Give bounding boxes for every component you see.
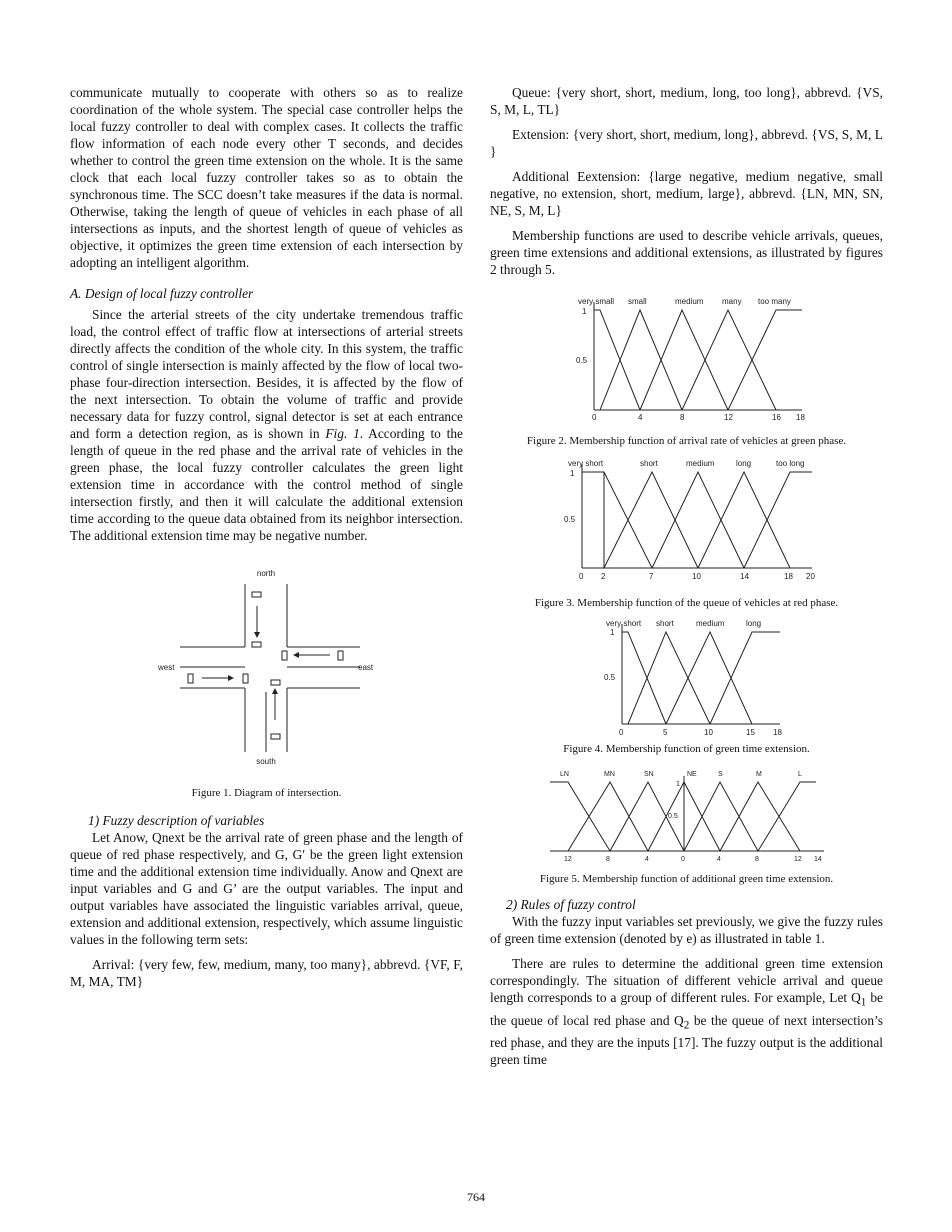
x-tick-label: 4 [645, 856, 649, 863]
y-tick-label: 0.5 [576, 356, 588, 365]
paragraph: With the fuzzy input variables set previously, we give the fuzzy rules of green time extension (denoted by e) as illustrated in table 1. [490, 914, 883, 946]
x-tick-label: 12 [724, 413, 733, 422]
curve-label: long [746, 619, 762, 628]
curve-label: many [722, 297, 742, 306]
x-tick-label: 18 [773, 728, 782, 736]
intersection-diagram [70, 562, 463, 772]
subscript: 1 [860, 996, 867, 1009]
membership-chart-queue [490, 454, 883, 584]
paragraph: Arrival: {very few, few, medium, many, too many}, abbrevd. {VF, F, M, MA, TM} [70, 957, 463, 989]
page-number: 764 [467, 1190, 485, 1204]
curve-label: NE [687, 771, 697, 778]
paragraph: Additional Eextension: {large negative, medium negative, small negative, no extension, short, medium, large}, abbrevd. {LN, MN, SN, NE, S, M, L} [490, 169, 883, 218]
y-tick-label: 1 [582, 307, 587, 316]
figure-caption: Figure 1. Diagram of intersection. [191, 787, 342, 799]
curve-label: L [798, 771, 802, 778]
y-tick-label: 0.5 [564, 515, 576, 524]
curve-label: S [718, 771, 723, 778]
y-tick-label: 1 [570, 469, 575, 478]
figure-caption: Figure 2. Membership function of arrival rate of vehicles at green phase. [526, 435, 847, 447]
curve-label: medium [696, 619, 725, 628]
curve-label: very short [606, 619, 642, 628]
membership-chart-arrival [490, 292, 883, 422]
x-tick-label: 18 [796, 413, 805, 422]
x-tick-label: 0 [681, 856, 685, 863]
curve-label: very small [578, 297, 615, 306]
x-tick-label: 15 [746, 728, 755, 736]
x-tick-label: 10 [692, 572, 701, 581]
curve-label: long [736, 459, 752, 468]
paragraph-text: There are rules to determine the additional green time extension correspondingly. The situation of different vehicle arrival and queue length corresponds to a group of different rules. For example, Let Q [490, 956, 883, 1005]
curve-label: M [756, 771, 762, 778]
paragraph: communicate mutually to cooperate with others so as to realize coordination of the whole system. The special case controller helps the local fuzzy controller to deal with complex cases. It collects the traffic flow information of each node every other T seconds, and decides whether to control the green time extension on the whole. It is the same clock that each local fuzzy controller takes so as to obtain the synchronous time. The SCC doesn’t take measures if the data is normal. Otherwise, taking the length of queue of vehicles in each phase of all intersections as inputs, and the shortest length of queue of vehicles as objective, it optimizes the green time extension of each intersection by adopting an intelligent algorithm. [70, 85, 463, 270]
left-column [70, 84, 463, 998]
x-tick-label: 7 [649, 572, 654, 581]
paragraph [490, 955, 883, 1068]
x-tick-label: 8 [680, 413, 685, 422]
figure-caption: Figure 4. Membership function of green time extension. [563, 743, 810, 755]
paragraph: Membership functions are used to describe vehicle arrivals, queues, green time extensions and additional extensions, as illustrated by figures 2 through 5. [490, 228, 883, 277]
paragraph-text: be the queue of local red phase and Q [490, 990, 883, 1028]
x-tick-label: 2 [601, 572, 606, 581]
x-tick-label: 4 [717, 856, 721, 863]
x-tick-label: 0 [579, 572, 584, 581]
membership-chart-extension [490, 616, 883, 736]
curve-label: SN [644, 771, 654, 778]
section-heading: A. Design of local fuzzy controller [70, 286, 254, 301]
paragraph: Let Anow, Qnext be the arrival rate of green phase and the length of queue of red phase respectively, and G, G′ be the green light extension time and the additional extension time individually. Anow and Qnext are input variables and G and G’ are the output variables. The input and output variables have associated the linguistic variables arrival, queue, extension and additional extension, respectively, which assume linguistic values in the following term sets: [70, 830, 463, 947]
x-tick-label: 8 [755, 856, 759, 863]
figure-caption: Figure 3. Membership function of the queue of vehicles at red phase. [534, 597, 839, 609]
west-label: west [158, 663, 175, 672]
x-tick-label: 10 [704, 728, 713, 736]
south-label: south [256, 757, 276, 766]
subsection-heading: 2) Rules of fuzzy control [506, 897, 636, 912]
x-tick-label: 18 [784, 572, 793, 581]
curve-label: short [640, 459, 658, 468]
x-tick-label: 12 [564, 856, 572, 863]
east-label: east [358, 663, 374, 672]
x-tick-label: 12 [794, 856, 802, 863]
curve-label: small [628, 297, 647, 306]
figure-reference: Fig. 1 [325, 426, 360, 441]
x-tick-label: 16 [772, 413, 781, 422]
curve-label: very short [568, 459, 604, 468]
y-tick-label: 0.5 [668, 813, 678, 820]
membership-chart-additional-extension [490, 764, 883, 864]
y-tick-label: 1 [610, 628, 615, 637]
paragraph: Queue: {very short, short, medium, long, too long}, abbrevd. {VS, S, M, L, TL} [490, 85, 883, 117]
curve-label: MN [604, 771, 615, 778]
subsection-heading: 1) Fuzzy description of variables [88, 813, 265, 828]
paragraph: Extension: {very short, short, medium, long}, abbrevd. {VS, S, M, L } [490, 127, 883, 159]
x-tick-label: 0 [619, 728, 624, 736]
figure-caption: Figure 5. Membership function of additional green time extension. [539, 873, 834, 885]
curve-label: medium [675, 297, 704, 306]
x-tick-label: 8 [606, 856, 610, 863]
paragraph [70, 306, 463, 544]
north-label: north [256, 569, 276, 578]
x-tick-label: 0 [592, 413, 597, 422]
paragraph-text: . According to the length of queue in the red phase and the arrival rate of vehicles in the green phase, the local fuzzy controller calculates the green light extension time in accordance with the control method of single intersection firstly, and then it will calculate the additional extension time according to the queue data obtained from its neighbor intersection. The additional extension time may be negative number. [70, 426, 463, 543]
paragraph-text: be the queue of next intersection’s red phase, and they are the inputs [17]. The fuzzy output is the additional green time [490, 1012, 883, 1068]
y-tick-label: 1 [676, 781, 680, 788]
x-tick-label: 14 [740, 572, 749, 581]
x-tick-label: 5 [663, 728, 668, 736]
curve-label: LN [560, 771, 569, 778]
x-tick-label: 4 [638, 413, 643, 422]
curve-label: medium [686, 459, 715, 468]
curve-label: too long [776, 459, 805, 468]
y-tick-label: 0.5 [604, 673, 616, 682]
x-tick-label: 14 [814, 856, 822, 863]
curve-label: too many [758, 297, 791, 306]
x-tick-label: 20 [806, 572, 815, 581]
subscript: 2 [683, 1019, 690, 1032]
curve-label: short [656, 619, 674, 628]
paragraph-text: Since the arterial streets of the city undertake tremendous traffic load, the control effect of traffic flow at intersections of arterial streets directly affects the condition of the whole city. In this system, the traffic control of single intersection is mainly affected by the flow of local two-phase four-direction intersection. Besides, it is affected by the flow of the next intersection. To obtain the volume of traffic and provide necessary data for fuzzy control, signal detector is set at each entrance and form a detection region, as is shown in [70, 307, 463, 441]
right-column [490, 84, 883, 1076]
